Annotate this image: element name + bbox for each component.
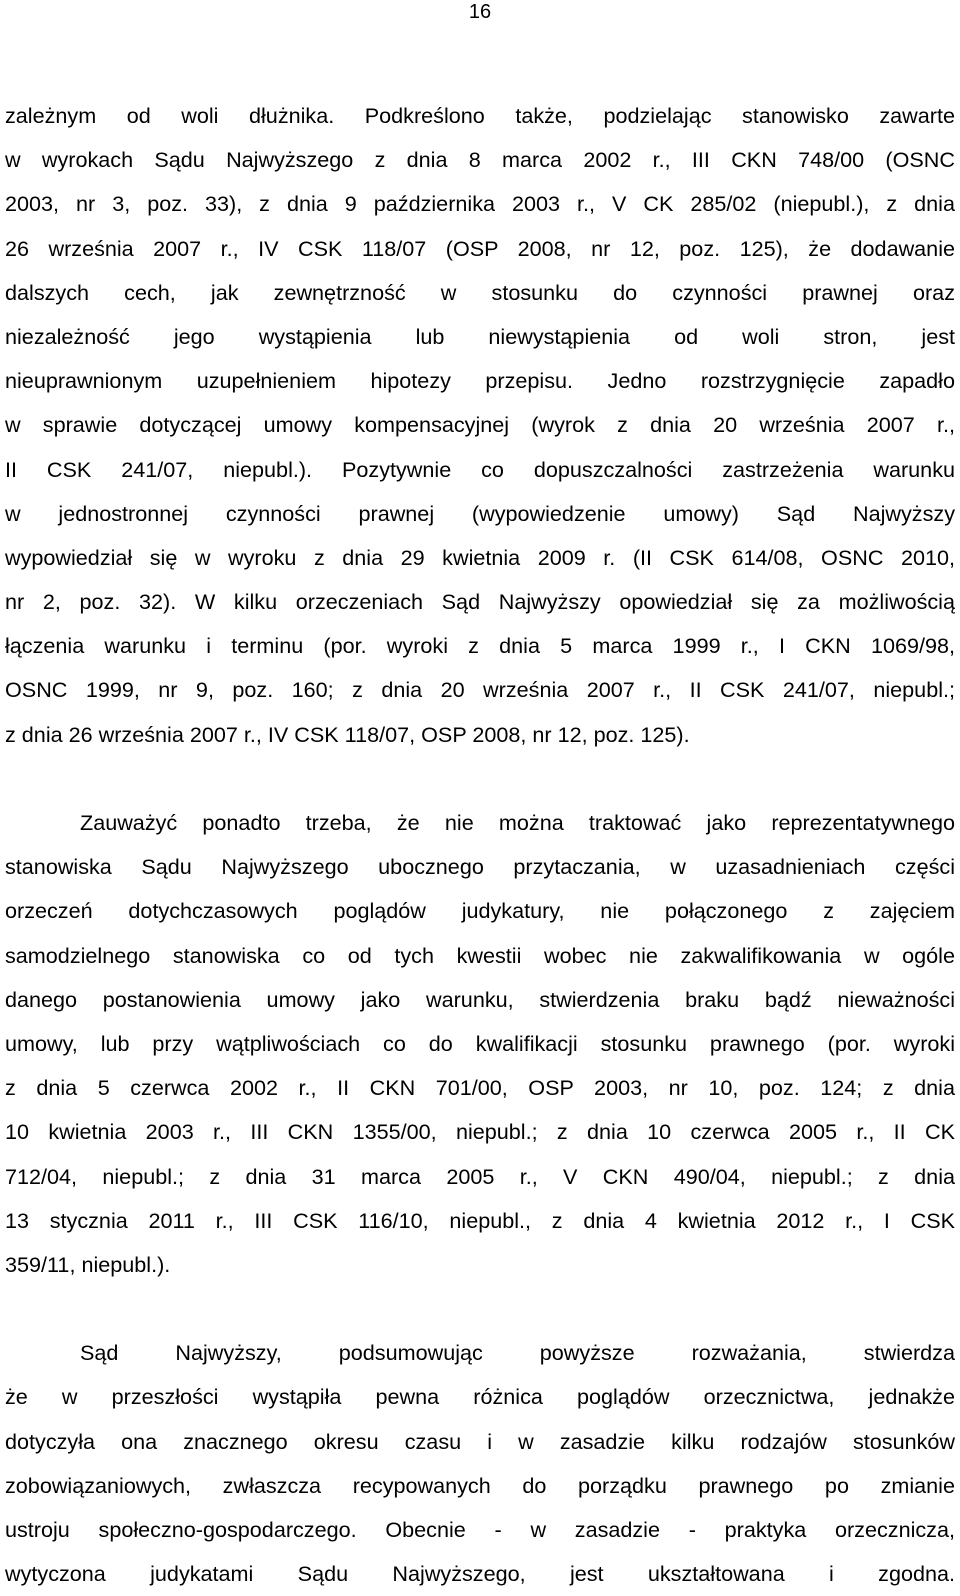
text-line: danego postanowienia umowy jako warunku, stwierdzenia braku bądź nieważności (5, 986, 955, 1012)
text-line: 359/11, niepubl.). (5, 1251, 171, 1277)
text-line: Zauważyć ponadto trzeba, że nie można traktować jako reprezentatywnego (80, 810, 955, 835)
page-number: 16 (468, 1, 492, 23)
text-line: II CSK 241/07, niepubl.). Pozytywnie co dopuszczalności zastrzeżenia warunku (5, 456, 955, 482)
text-line: 10 kwietnia 2003 r., III CKN 1355/00, niepubl.; z dnia 10 czerwca 2005 r., II CK (5, 1119, 955, 1145)
text-line: z dnia 26 września 2007 r., IV CSK 118/07, OSP 2008, nr 12, poz. 125). (5, 721, 690, 747)
text-line: OSNC 1999, nr 9, poz. 160; z dnia 20 września 2007 r., II CSK 241/07, niepubl.; (5, 677, 955, 703)
text-line: dotyczyła ona znacznego okresu czasu i w zasadzie kilku rodzajów stosunków (5, 1428, 955, 1454)
paragraph-spacer (5, 757, 955, 801)
document-body (5, 94, 955, 1596)
text-line: samodzielnego stanowiska co od tych kwestii wobec nie zakwalifikowania w ogóle (5, 942, 955, 968)
text-line: zależnym od woli dłużnika. Podkreślono także, podzielając stanowisko zawarte (5, 103, 955, 128)
text-line: wytyczona judykatami Sądu Najwyższego, jest ukształtowana i zgodna. (5, 1561, 955, 1587)
paragraph-2 (5, 801, 955, 1287)
text-line: w sprawie dotyczącej umowy kompensacyjnej (wyrok z dnia 20 września 2007 r., (5, 412, 955, 438)
text-line: 712/04, niepubl.; z dnia 31 marca 2005 r., V CKN 490/04, niepubl.; z dnia (5, 1163, 955, 1189)
text-line: dalszych cech, jak zewnętrzność w stosunku do czynności prawnej oraz (5, 279, 955, 305)
text-line: ustroju społeczno-gospodarczego. Obecnie - w zasadzie - praktyka orzecznicza, (5, 1517, 955, 1542)
paragraph-3 (5, 1331, 955, 1596)
text-line: w jednostronnej czynności prawnej (wypowiedzenie umowy) Sąd Najwyższy (5, 500, 955, 526)
text-line: orzeczeń dotychczasowych poglądów judykatury, nie połączonego z zajęciem (5, 898, 955, 924)
paragraph-spacer (5, 1287, 955, 1331)
text-line: Sąd Najwyższy, podsumowując powyższe rozważania, stwierdza (80, 1340, 955, 1366)
text-line: niezależność jego wystąpienia lub niewystąpienia od woli stron, jest (5, 323, 955, 349)
text-line: 26 września 2007 r., IV CSK 118/07 (OSP 2008, nr 12, poz. 125), że dodawanie (5, 235, 955, 261)
text-line: nieuprawnionym uzupełnieniem hipotezy przepisu. Jedno rozstrzygnięcie zapadło (5, 368, 955, 394)
text-line: umowy, lub przy wątpliwościach co do kwalifikacji stosunku prawnego (por. wyroki (5, 1030, 955, 1056)
text-line: 2003, nr 3, poz. 33), z dnia 9 października 2003 r., V CK 285/02 (niepubl.), z dnia (5, 191, 955, 217)
text-line: 13 stycznia 2011 r., III CSK 116/10, niepubl., z dnia 4 kwietnia 2012 r., I CSK (5, 1207, 955, 1233)
text-line: wypowiedział się w wyroku z dnia 29 kwietnia 2009 r. (II CSK 614/08, OSNC 2010, (5, 544, 955, 570)
paragraph-1 (5, 94, 955, 757)
text-line: łączenia warunku i terminu (por. wyroki z dnia 5 marca 1999 r., I CKN 1069/98, (5, 633, 955, 659)
text-line: zobowiązaniowych, zwłaszcza recypowanych do porządku prawnego po zmianie (5, 1472, 955, 1498)
text-line: że w przeszłości wystąpiła pewna różnica poglądów orzecznictwa, jednakże (5, 1384, 955, 1410)
text-line: w wyrokach Sądu Najwyższego z dnia 8 marca 2002 r., III CKN 748/00 (OSNC (5, 147, 955, 173)
text-line: stanowiska Sądu Najwyższego ubocznego przytaczania, w uzasadnieniach części (5, 854, 955, 880)
text-line: nr 2, poz. 32). W kilku orzeczeniach Sąd Najwyższy opowiedział się za możliwością (5, 589, 955, 615)
text-line: z dnia 5 czerwca 2002 r., II CKN 701/00, OSP 2003, nr 10, poz. 124; z dnia (5, 1075, 955, 1101)
